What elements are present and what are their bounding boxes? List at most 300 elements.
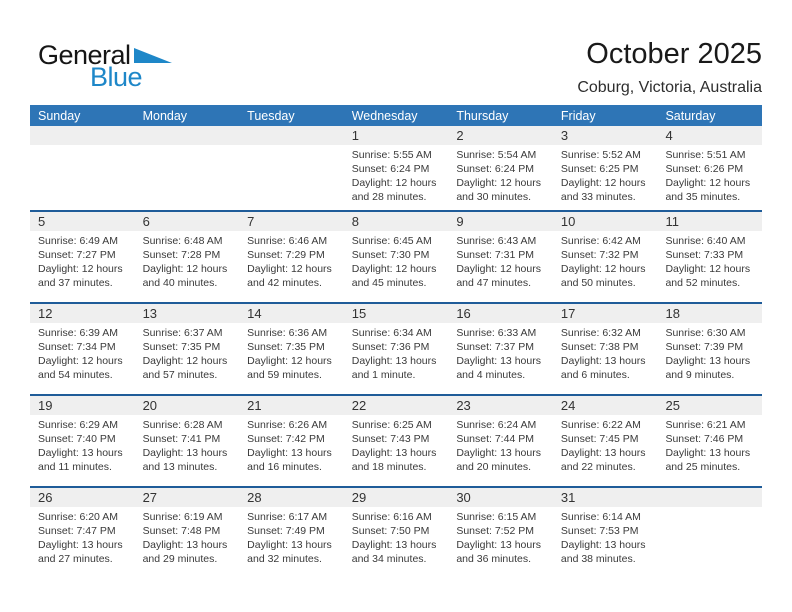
sunrise-text: [561, 418, 656, 432]
sunrise-text: [665, 148, 760, 162]
daylight-value: 13 hours and 36 minutes.: [456, 539, 541, 565]
day-details: [344, 323, 449, 382]
sunrise-label: Sunrise:: [351, 511, 391, 523]
day-number: 31: [560, 490, 576, 505]
date-strip: [553, 396, 658, 415]
date-strip: [135, 488, 240, 507]
sunset-value: 7:52 PM: [494, 525, 534, 537]
date-strip: [135, 126, 240, 145]
daylight-text: [561, 354, 656, 382]
daylight-label: Daylight:: [560, 355, 602, 367]
weekday-label-wednesday: Wednesday: [351, 108, 418, 123]
daylight-value: 12 hours and 59 minutes.: [247, 355, 332, 381]
sunrise-label: Sunrise:: [351, 327, 391, 339]
sunset-label: Sunset:: [351, 525, 388, 537]
sunset-label: Sunset:: [142, 525, 179, 537]
day-number: 2: [456, 128, 464, 143]
day-number: 15: [351, 306, 367, 321]
daylight-text: [456, 262, 551, 290]
sunrise-value: 6:34 AM: [393, 327, 432, 339]
day-number: 26: [38, 490, 53, 505]
daylight-value: 13 hours and 20 minutes.: [456, 447, 541, 473]
daylight-value: 13 hours and 6 minutes.: [560, 355, 646, 381]
daylight-text: [247, 538, 342, 566]
daylight-text: [143, 354, 238, 382]
day-number: 20: [142, 398, 158, 413]
date-strip: [30, 212, 135, 231]
daylight-label: Daylight:: [142, 447, 184, 459]
sunrise-text: [352, 510, 447, 524]
daylight-value: 13 hours and 27 minutes.: [38, 539, 123, 565]
sunrise-value: 6:43 AM: [497, 235, 537, 247]
sunrise-text: [352, 418, 447, 432]
daylight-value: 13 hours and 16 minutes.: [247, 447, 332, 473]
sunrise-text: [456, 510, 551, 524]
sunset-text: [38, 524, 133, 538]
day-cell: [553, 126, 658, 210]
day-number: 16: [456, 306, 471, 321]
sunrise-text: [352, 326, 447, 340]
sunrise-label: Sunrise:: [38, 419, 77, 431]
sunrise-value: 5:52 AM: [602, 149, 641, 161]
sunrise-label: Sunrise:: [247, 235, 286, 247]
sunrise-label: Sunrise:: [560, 235, 600, 247]
day-details: [657, 231, 762, 290]
day-details: [30, 231, 135, 290]
daylight-value: 12 hours and 28 minutes.: [351, 177, 437, 203]
daylight-text: [143, 446, 238, 474]
daylight-text: [352, 262, 447, 290]
sunrise-value: 6:15 AM: [497, 511, 537, 523]
sunrise-value: 6:26 AM: [288, 419, 328, 431]
day-details: [135, 231, 240, 290]
sunrise-label: Sunrise:: [665, 327, 704, 339]
sunset-value: 7:32 PM: [599, 249, 639, 261]
sunset-value: 7:35 PM: [181, 341, 221, 353]
daylight-label: Daylight:: [456, 263, 498, 275]
sunset-value: 7:27 PM: [76, 249, 116, 261]
day-cell: [135, 304, 240, 394]
day-details: [553, 415, 658, 474]
date-strip: [239, 212, 344, 231]
day-details: [135, 323, 240, 382]
sunset-value: 7:41 PM: [181, 433, 221, 445]
sunset-value: 6:25 PM: [599, 163, 639, 175]
sunrise-value: 6:48 AM: [184, 235, 223, 247]
day-cell: [553, 488, 658, 578]
day-number: 7: [247, 214, 255, 229]
day-cell: [239, 304, 344, 394]
daylight-label: Daylight:: [560, 447, 602, 459]
sunset-text: [561, 340, 656, 354]
sunset-label: Sunset:: [142, 433, 179, 445]
sunset-label: Sunset:: [456, 341, 492, 353]
sunset-value: 6:24 PM: [390, 163, 430, 175]
day-details: [239, 323, 344, 382]
sunrise-text: [143, 510, 238, 524]
day-number: 9: [456, 214, 464, 229]
sunrise-text: [38, 510, 133, 524]
sunset-text: [352, 432, 447, 446]
sunrise-label: Sunrise:: [38, 511, 77, 523]
daylight-text: [352, 354, 447, 382]
sunrise-value: 6:45 AM: [393, 235, 432, 247]
sunrise-text: [143, 326, 238, 340]
day-number: 18: [665, 306, 680, 321]
sunrise-text: [456, 418, 551, 432]
daylight-text: [456, 446, 551, 474]
sunset-value: 7:30 PM: [390, 249, 430, 261]
day-details: [344, 231, 449, 290]
daylight-value: 12 hours and 50 minutes.: [560, 263, 646, 289]
sunset-text: [352, 340, 447, 354]
day-number: 21: [247, 398, 262, 413]
daylight-label: Daylight:: [247, 447, 289, 459]
sunrise-label: Sunrise:: [665, 149, 704, 161]
sunset-text: [247, 248, 342, 262]
sunset-label: Sunset:: [560, 433, 597, 445]
day-cell: [239, 488, 344, 578]
day-cell: [657, 126, 762, 210]
header-titles: [577, 38, 762, 97]
day-number: 3: [560, 128, 569, 143]
sunset-text: [38, 432, 133, 446]
sunset-label: Sunset:: [560, 163, 597, 175]
day-number: 13: [142, 306, 158, 321]
sunset-text: [665, 162, 760, 176]
day-cell: [657, 212, 762, 302]
sunset-text: [665, 340, 760, 354]
daylight-text: [665, 176, 760, 204]
day-details: [344, 415, 449, 474]
sunrise-value: 6:25 AM: [393, 419, 432, 431]
daylight-value: 12 hours and 35 minutes.: [665, 177, 751, 203]
day-cell: [30, 304, 135, 394]
date-strip: [30, 126, 135, 145]
sunset-text: [561, 162, 656, 176]
daylight-label: Daylight:: [560, 263, 602, 275]
sunset-label: Sunset:: [560, 525, 597, 537]
daylight-value: 12 hours and 37 minutes.: [38, 263, 123, 289]
daylight-value: 13 hours and 25 minutes.: [665, 447, 751, 473]
sunrise-value: 6:39 AM: [79, 327, 118, 339]
sunrise-text: [352, 234, 447, 248]
daylight-label: Daylight:: [38, 447, 79, 459]
sunset-value: 7:37 PM: [494, 341, 534, 353]
sunrise-value: 6:37 AM: [184, 327, 223, 339]
sunset-value: 7:40 PM: [76, 433, 116, 445]
sunrise-text: [352, 148, 447, 162]
daylight-value: 13 hours and 29 minutes.: [142, 539, 228, 565]
sunrise-text: [561, 234, 656, 248]
daylight-value: 12 hours and 57 minutes.: [142, 355, 228, 381]
sunrise-label: Sunrise:: [560, 149, 600, 161]
sunset-text: [143, 340, 238, 354]
sunrise-label: Sunrise:: [560, 419, 600, 431]
sunset-label: Sunset:: [351, 433, 388, 445]
day-number: 14: [247, 306, 262, 321]
date-strip: [239, 488, 344, 507]
date-strip: [30, 488, 135, 507]
daylight-label: Daylight:: [665, 447, 707, 459]
date-strip: [30, 396, 135, 415]
logo-text-blue: Blue: [90, 62, 143, 92]
sunset-text: [352, 162, 447, 176]
day-number: 6: [142, 214, 150, 229]
sunrise-value: 6:16 AM: [393, 511, 432, 523]
sunset-text: [352, 524, 447, 538]
day-details: [239, 231, 344, 290]
day-number: 30: [456, 490, 471, 505]
sunset-value: 7:50 PM: [390, 525, 430, 537]
day-details: [239, 415, 344, 474]
sunrise-label: Sunrise:: [560, 327, 600, 339]
day-number: 22: [351, 398, 367, 413]
day-details: [553, 145, 658, 204]
sunset-text: [561, 524, 656, 538]
day-cell: [239, 396, 344, 486]
day-details: [553, 231, 658, 290]
sunset-text: [665, 432, 760, 446]
day-number: 17: [560, 306, 576, 321]
date-strip: [553, 488, 658, 507]
day-details: [30, 415, 135, 474]
day-details: [553, 323, 658, 382]
sunset-text: [456, 340, 551, 354]
day-cell: [448, 126, 553, 210]
day-number: 19: [38, 398, 53, 413]
day-details: [448, 507, 553, 566]
daylight-value: 13 hours and 18 minutes.: [351, 447, 437, 473]
sunrise-label: Sunrise:: [456, 235, 495, 247]
sunset-label: Sunset:: [247, 433, 283, 445]
day-details: [553, 507, 658, 566]
day-details: [657, 323, 762, 382]
daylight-text: [352, 538, 447, 566]
sunset-value: 7:31 PM: [494, 249, 534, 261]
week-row: [30, 302, 762, 394]
day-details: [30, 507, 135, 566]
day-details: [135, 507, 240, 566]
sunrise-label: Sunrise:: [247, 511, 286, 523]
date-strip: [657, 304, 762, 323]
sunset-label: Sunset:: [560, 341, 597, 353]
sunrise-value: 6:36 AM: [288, 327, 328, 339]
sunrise-value: 6:42 AM: [602, 235, 641, 247]
sunrise-text: [247, 234, 342, 248]
daylight-value: 12 hours and 45 minutes.: [351, 263, 437, 289]
empty-day-cell: [135, 126, 240, 210]
daylight-value: 12 hours and 42 minutes.: [247, 263, 332, 289]
daylight-text: [665, 446, 760, 474]
sunset-text: [247, 340, 342, 354]
daylight-text: [143, 262, 238, 290]
page-title: October 2025: [586, 38, 762, 70]
sunrise-text: [665, 234, 760, 248]
day-cell: [135, 488, 240, 578]
sunrise-text: [143, 418, 238, 432]
sunset-text: [665, 248, 760, 262]
sunset-label: Sunset:: [665, 341, 702, 353]
day-cell: [344, 126, 449, 210]
daylight-text: [352, 176, 447, 204]
day-number: 28: [247, 490, 262, 505]
day-number: 12: [38, 306, 53, 321]
sunset-text: [456, 248, 551, 262]
day-number: 29: [351, 490, 367, 505]
daylight-label: Daylight:: [142, 539, 184, 551]
general-blue-logo: [38, 40, 172, 93]
day-details: [135, 415, 240, 474]
sunrise-text: [38, 326, 133, 340]
daylight-text: [143, 538, 238, 566]
empty-day-cell: [239, 126, 344, 210]
day-number: 10: [560, 214, 576, 229]
sunset-value: 7:33 PM: [704, 249, 744, 261]
daylight-value: 13 hours and 22 minutes.: [560, 447, 646, 473]
date-strip: [344, 488, 449, 507]
day-cell: [344, 396, 449, 486]
sunset-value: 7:46 PM: [704, 433, 744, 445]
sunset-value: 6:26 PM: [704, 163, 744, 175]
day-details: [448, 415, 553, 474]
date-strip: [657, 396, 762, 415]
date-strip: [553, 126, 658, 145]
daylight-label: Daylight:: [247, 355, 289, 367]
day-cell: [657, 396, 762, 486]
date-strip: [553, 212, 658, 231]
sunrise-value: 6:46 AM: [288, 235, 328, 247]
sunset-label: Sunset:: [456, 163, 492, 175]
daylight-label: Daylight:: [247, 263, 289, 275]
date-strip: [344, 396, 449, 415]
day-number: 1: [351, 128, 359, 143]
daylight-label: Daylight:: [142, 263, 184, 275]
day-cell: [135, 396, 240, 486]
sunset-value: 7:42 PM: [285, 433, 325, 445]
sunset-value: 7:38 PM: [599, 341, 639, 353]
day-cell: [448, 396, 553, 486]
sunrise-text: [561, 148, 656, 162]
daylight-text: [38, 262, 133, 290]
date-strip: [344, 126, 449, 145]
day-details: [448, 231, 553, 290]
day-number: 4: [665, 128, 673, 143]
daylight-text: [38, 446, 133, 474]
sunset-label: Sunset:: [38, 341, 74, 353]
daylight-label: Daylight:: [560, 177, 602, 189]
date-strip: [657, 212, 762, 231]
daylight-value: 13 hours and 32 minutes.: [247, 539, 332, 565]
sunset-label: Sunset:: [351, 249, 388, 261]
sunset-label: Sunset:: [456, 249, 492, 261]
daylight-text: [38, 354, 133, 382]
sunrise-text: [561, 510, 656, 524]
daylight-text: [665, 262, 760, 290]
date-strip: [448, 488, 553, 507]
daylight-label: Daylight:: [351, 447, 393, 459]
sunrise-value: 6:32 AM: [602, 327, 641, 339]
week-row: [30, 210, 762, 302]
daylight-label: Daylight:: [665, 177, 707, 189]
calendar-table: [30, 105, 762, 578]
day-cell: [657, 304, 762, 394]
daylight-text: [561, 262, 656, 290]
day-cell: [553, 212, 658, 302]
day-number: 11: [665, 214, 679, 229]
sunset-value: 7:45 PM: [599, 433, 639, 445]
sunset-label: Sunset:: [351, 163, 388, 175]
daylight-label: Daylight:: [456, 539, 498, 551]
date-strip: [135, 212, 240, 231]
sunrise-label: Sunrise:: [142, 511, 182, 523]
date-strip: [135, 304, 240, 323]
sunset-label: Sunset:: [456, 525, 492, 537]
day-details: [448, 145, 553, 204]
sunrise-label: Sunrise:: [665, 419, 704, 431]
daylight-label: Daylight:: [665, 355, 707, 367]
weekday-label-friday: Friday: [560, 108, 596, 123]
sunrise-text: [143, 234, 238, 248]
date-strip: [239, 304, 344, 323]
day-details: [657, 415, 762, 474]
daylight-text: [247, 354, 342, 382]
sunrise-label: Sunrise:: [142, 235, 182, 247]
day-cell: [344, 488, 449, 578]
week-row: [30, 486, 762, 578]
sunset-value: 7:43 PM: [390, 433, 430, 445]
day-details: [344, 145, 449, 204]
weekday-label-thursday: Thursday: [456, 108, 509, 123]
sunset-label: Sunset:: [665, 433, 702, 445]
sunrise-value: 6:14 AM: [602, 511, 641, 523]
day-number: 23: [456, 398, 471, 413]
daylight-text: [456, 176, 551, 204]
sunrise-label: Sunrise:: [456, 419, 495, 431]
daylight-label: Daylight:: [38, 263, 79, 275]
logo-word-general: General: [38, 40, 131, 70]
daylight-value: 12 hours and 40 minutes.: [142, 263, 228, 289]
day-details: [448, 323, 553, 382]
sunrise-label: Sunrise:: [456, 149, 495, 161]
day-cell: [553, 396, 658, 486]
date-strip: [657, 488, 762, 507]
sunset-label: Sunset:: [560, 249, 597, 261]
weekday-label-monday: Monday: [142, 108, 188, 123]
week-row: [30, 126, 762, 210]
sunrise-text: [247, 326, 342, 340]
sunset-text: [456, 524, 551, 538]
sunset-value: 7:48 PM: [181, 525, 221, 537]
sunset-label: Sunset:: [38, 433, 74, 445]
daylight-label: Daylight:: [247, 539, 289, 551]
sunrise-value: 5:51 AM: [706, 149, 746, 161]
daylight-label: Daylight:: [38, 539, 79, 551]
sunset-text: [456, 162, 551, 176]
sunset-text: [38, 248, 133, 262]
sunrise-value: 6:17 AM: [288, 511, 328, 523]
page-subtitle: Coburg, Victoria, Australia: [577, 79, 762, 96]
empty-day-cell: [30, 126, 135, 210]
sunrise-text: [561, 326, 656, 340]
daylight-value: 13 hours and 1 minute.: [351, 355, 437, 381]
daylight-text: [38, 538, 133, 566]
sunrise-value: 6:30 AM: [706, 327, 746, 339]
weekday-label-tuesday: Tuesday: [247, 108, 295, 123]
sunrise-value: 6:29 AM: [79, 419, 118, 431]
day-cell: [553, 304, 658, 394]
sunrise-label: Sunrise:: [38, 235, 77, 247]
